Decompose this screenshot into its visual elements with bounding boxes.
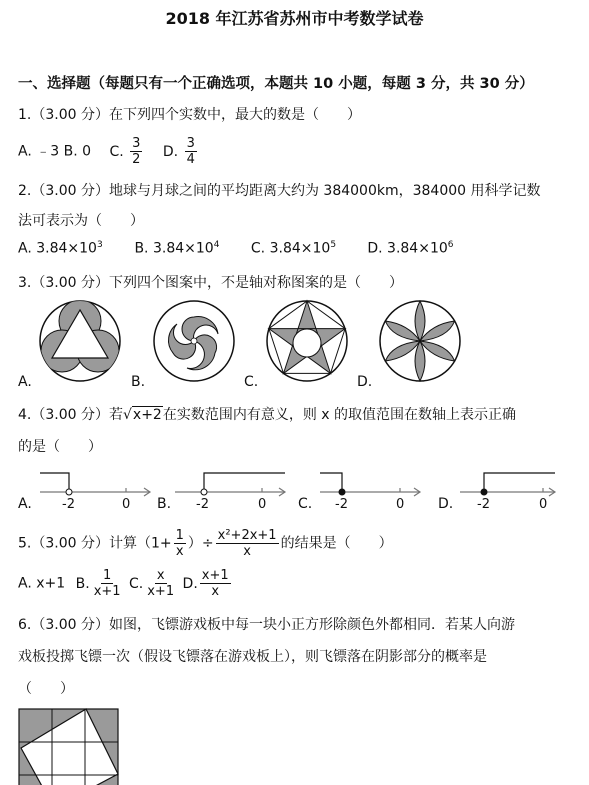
q4-c-solid-dot [339,489,346,496]
q4-d-tick-left: -2 [477,497,490,512]
question-3-stem: 3.（3.00 分）下列四个图案中，不是轴对称图案的是（ ） [18,275,403,291]
section-heading: 一、选择题（每题只有一个正确选项，本题共 10 小题，每题 3 分，共 30 分） [18,76,534,92]
q6-dart-board [18,708,120,785]
q2-option-d: D. $3.84\times 10^6$ [367,240,454,257]
q1-fraction-d: $\frac{3}{4}$ [186,136,195,167]
q1-option-ab: A. ﹣3 B. 0 [18,143,92,160]
q4-a-ray [40,473,69,490]
q4-number-lines [0,462,589,518]
q4-b-tick-right: 0 [258,497,267,512]
q3-label-d: D. [357,374,373,390]
q4-d-solid-dot [481,489,488,496]
question-2-options [18,240,454,257]
q1-option-d: D. $\frac{3}{4}$ [162,136,195,167]
q5-fraction-1: $\frac{1}{x}$ [175,528,184,559]
question-5-stem: 5.（3.00 分）计算（1+ $\frac{1}{x}$ ）÷ $\frac{\text{x²+2x+1}}{x}$ 的结果是（ ） [18,528,393,559]
q5-option-c: C. $\frac{x}{x+1}$ [129,568,175,599]
q4-c-tick-left: -2 [335,497,348,512]
q5-option-d: D. $\frac{x+1}{x}$ [182,568,229,599]
q5-fraction-2: $\frac{\text{x²+2x+1}}{x}$ [217,528,277,559]
q4-c-ray [320,473,342,490]
question-6-line3: （ ） [18,681,74,697]
q2-option-c: C. $3.84\times 10^5$ [250,240,337,257]
q4-b-ray [204,473,285,490]
q3-figures [0,296,589,392]
question-4-line1: 4.（3.00 分）若√x+2在实数范围内有意义，则 x 的取值范围在数轴上表示正确 [18,407,517,423]
question-2-line2: 法可表示为（ ） [18,213,144,229]
q2-option-a: A. $3.84\times 10^3$ [18,240,103,257]
q3-figure-a [40,300,120,381]
q1-option-c: C. $\frac{3}{2}$ [109,136,141,167]
q3-figure-b [154,301,234,381]
q2-option-b: B. $3.84\times 10^4$ [134,240,220,257]
q4-radicand: x+2 [132,407,162,423]
q4-c-tick-right: 0 [396,497,405,512]
q4-d-ray [484,473,555,490]
q4-label-b: B. [157,496,172,512]
q4-d-tick-right: 0 [539,497,548,512]
question-6-line2: 戏板投掷飞镖一次（假设飞镖落在游戏板上），则飞镖落在阴影部分的概率是 [18,649,487,665]
q5-option-b: B. $\frac{1}{x+1}$ [75,568,121,599]
q3-figure-c [267,301,347,381]
question-1-options [18,136,199,167]
question-5-options [18,568,233,599]
q4-a-tick-left: -2 [62,497,75,512]
q4-b-open-dot [201,489,207,495]
question-1-stem: 1.（3.00 分）在下列四个实数中，最大的数是（ ） [18,107,361,123]
q4-a-open-dot [66,489,72,495]
q3-label-c: C. [244,374,259,390]
q3-figure-d [380,301,460,381]
page-title: 2018 年江苏省苏州市中考数学试卷 [165,9,424,28]
q5-option-a: A. x+1 [18,575,66,592]
q3-label-b: B. [131,374,146,390]
q4-b-tick-left: -2 [196,497,209,512]
q4-a-tick-right: 0 [122,497,131,512]
q3-label-a: A. [18,374,32,390]
q4-label-a: A. [18,496,32,512]
q4-label-c: C. [298,496,313,512]
question-4-line2: 的是（ ） [18,439,102,455]
q1-fraction-c: $\frac{3}{2}$ [132,136,141,167]
q4-label-d: D. [438,496,454,512]
question-2-line1: 2.（3.00 分）地球与月球之间的平均距离大约为 384000km，384000 用科学记数 [18,183,541,199]
question-6-line1: 6.（3.00 分）如图，飞镖游戏板中每一块小正方形除颜色外都相同．若某人向游 [18,617,515,633]
